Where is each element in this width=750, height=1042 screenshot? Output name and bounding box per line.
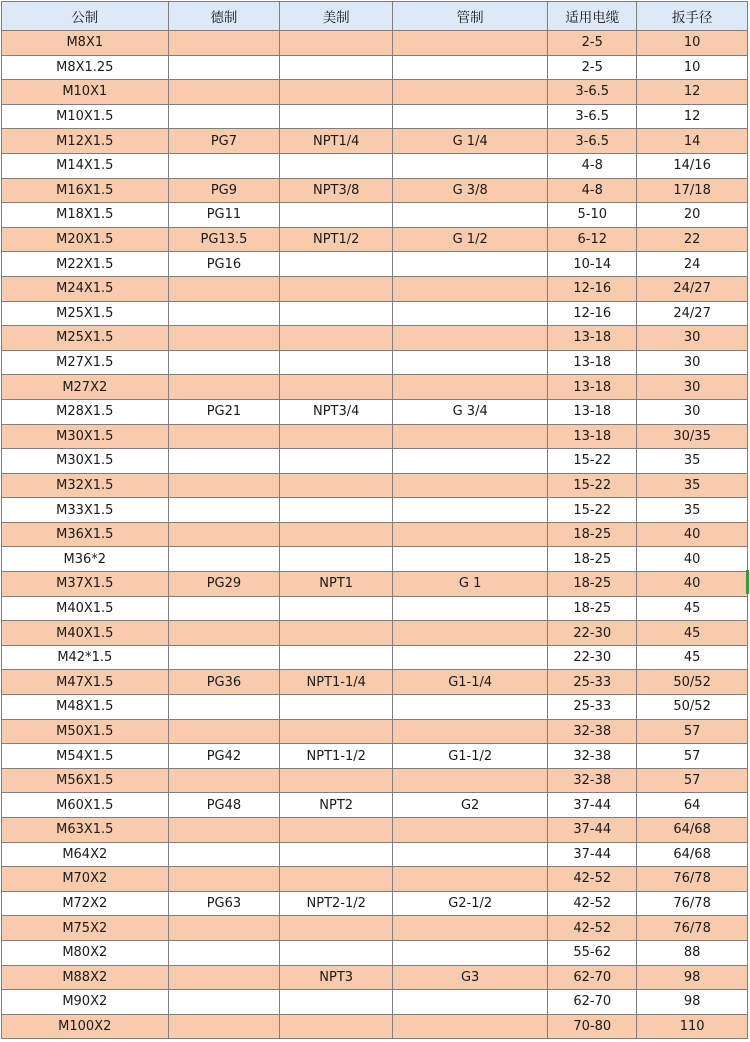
metric-cell: M37X1.5 <box>2 572 169 597</box>
wrench-size-cell: 45 <box>637 621 748 646</box>
metric-cell: M10X1 <box>2 80 169 105</box>
american-cell: NPT3/8 <box>280 178 393 203</box>
american-cell <box>280 350 393 375</box>
cable-range-cell: 3-6.5 <box>548 80 637 105</box>
metric-cell: M40X1.5 <box>2 596 169 621</box>
table-row <box>2 990 748 1015</box>
header-row <box>2 2 748 31</box>
wrench-size-cell: 10 <box>637 55 748 80</box>
metric-cell: M36X1.5 <box>2 522 169 547</box>
american-cell <box>280 424 393 449</box>
pipe-cell <box>393 498 548 523</box>
wrench-size-cell: 45 <box>637 645 748 670</box>
metric-cell: M24X1.5 <box>2 276 169 301</box>
table-row <box>2 498 748 523</box>
metric-cell: M50X1.5 <box>2 719 169 744</box>
metric-cell: M40X1.5 <box>2 621 169 646</box>
american-cell <box>280 55 393 80</box>
german-cell <box>168 350 280 375</box>
wrench-size-cell: 14/16 <box>637 153 748 178</box>
cable-range-cell: 6-12 <box>548 227 637 252</box>
cable-range-cell: 62-70 <box>548 965 637 990</box>
pipe-cell: G 1/2 <box>393 227 548 252</box>
american-cell <box>280 768 393 793</box>
cable-range-cell: 42-52 <box>548 916 637 941</box>
table-row <box>2 301 748 326</box>
table-row <box>2 621 748 646</box>
german-cell <box>168 1014 280 1039</box>
pipe-cell: G2-1/2 <box>393 891 548 916</box>
wrench-size-cell: 45 <box>637 596 748 621</box>
cable-range-cell: 18-25 <box>548 547 637 572</box>
cable-range-cell: 12-16 <box>548 301 637 326</box>
american-cell <box>280 842 393 867</box>
german-cell <box>168 916 280 941</box>
table-row <box>2 670 748 695</box>
cable-range-cell: 4-8 <box>548 178 637 203</box>
table-row <box>2 227 748 252</box>
table-row <box>2 719 748 744</box>
table-row <box>2 31 748 56</box>
table-row <box>2 375 748 400</box>
pipe-cell <box>393 940 548 965</box>
cable-range-cell: 25-33 <box>548 695 637 720</box>
wrench-size-cell: 76/78 <box>637 867 748 892</box>
metric-cell: M12X1.5 <box>2 129 169 154</box>
metric-cell: M28X1.5 <box>2 399 169 424</box>
cable-range-cell: 15-22 <box>548 473 637 498</box>
pipe-cell <box>393 522 548 547</box>
table-row <box>2 547 748 572</box>
metric-cell: M30X1.5 <box>2 424 169 449</box>
metric-cell: M36*2 <box>2 547 169 572</box>
header-metric: 公制 <box>2 2 169 31</box>
table-row <box>2 695 748 720</box>
metric-cell: M22X1.5 <box>2 252 169 277</box>
wrench-size-cell: 12 <box>637 80 748 105</box>
wrench-size-cell: 24/27 <box>637 276 748 301</box>
metric-cell: M25X1.5 <box>2 326 169 351</box>
pipe-cell <box>393 203 548 228</box>
metric-cell: M100X2 <box>2 1014 169 1039</box>
german-cell <box>168 719 280 744</box>
table-row <box>2 940 748 965</box>
german-cell <box>168 80 280 105</box>
table-row <box>2 129 748 154</box>
wrench-size-cell: 30 <box>637 326 748 351</box>
cable-range-cell: 55-62 <box>548 940 637 965</box>
german-cell: PG63 <box>168 891 280 916</box>
pipe-cell <box>393 301 548 326</box>
wrench-size-cell: 24 <box>637 252 748 277</box>
cable-range-cell: 15-22 <box>548 449 637 474</box>
pipe-cell <box>393 252 548 277</box>
header-wrench-size: 扳手径 <box>637 2 748 31</box>
german-cell: PG29 <box>168 572 280 597</box>
metric-cell: M27X2 <box>2 375 169 400</box>
wrench-size-cell: 57 <box>637 744 748 769</box>
german-cell: PG36 <box>168 670 280 695</box>
pipe-cell: G 3/8 <box>393 178 548 203</box>
american-cell <box>280 867 393 892</box>
wrench-size-cell: 17/18 <box>637 178 748 203</box>
american-cell: NPT1/4 <box>280 129 393 154</box>
table-row <box>2 449 748 474</box>
table-row <box>2 965 748 990</box>
table-row <box>2 350 748 375</box>
pipe-cell <box>393 449 548 474</box>
american-cell: NPT1/2 <box>280 227 393 252</box>
american-cell <box>280 31 393 56</box>
german-cell <box>168 326 280 351</box>
german-cell <box>168 867 280 892</box>
pipe-cell <box>393 867 548 892</box>
pipe-cell: G 3/4 <box>393 399 548 424</box>
pipe-cell <box>393 80 548 105</box>
wrench-size-cell: 88 <box>637 940 748 965</box>
metric-cell: M14X1.5 <box>2 153 169 178</box>
pipe-cell <box>393 55 548 80</box>
wrench-size-cell: 30 <box>637 375 748 400</box>
pipe-cell <box>393 375 548 400</box>
wrench-size-cell: 98 <box>637 990 748 1015</box>
metric-cell: M20X1.5 <box>2 227 169 252</box>
table-row <box>2 891 748 916</box>
cable-range-cell: 18-25 <box>548 596 637 621</box>
american-cell <box>280 449 393 474</box>
cable-range-cell: 13-18 <box>548 399 637 424</box>
wrench-size-cell: 35 <box>637 473 748 498</box>
table-row <box>2 744 748 769</box>
cable-range-cell: 5-10 <box>548 203 637 228</box>
pipe-cell <box>393 326 548 351</box>
german-cell <box>168 153 280 178</box>
american-cell: NPT2 <box>280 793 393 818</box>
german-cell <box>168 990 280 1015</box>
metric-cell: M72X2 <box>2 891 169 916</box>
cable-range-cell: 22-30 <box>548 645 637 670</box>
pipe-cell <box>393 621 548 646</box>
table-row <box>2 916 748 941</box>
table-body <box>2 31 748 1039</box>
german-cell <box>168 695 280 720</box>
cable-range-cell: 42-52 <box>548 867 637 892</box>
cable-range-cell: 37-44 <box>548 842 637 867</box>
german-cell <box>168 449 280 474</box>
american-cell <box>280 80 393 105</box>
wrench-size-cell: 40 <box>637 522 748 547</box>
cable-range-cell: 25-33 <box>548 670 637 695</box>
german-cell: PG9 <box>168 178 280 203</box>
pipe-cell <box>393 276 548 301</box>
pipe-cell <box>393 473 548 498</box>
metric-cell: M33X1.5 <box>2 498 169 523</box>
german-cell <box>168 842 280 867</box>
german-cell <box>168 818 280 843</box>
wrench-size-cell: 76/78 <box>637 891 748 916</box>
metric-cell: M88X2 <box>2 965 169 990</box>
wrench-size-cell: 40 <box>637 572 748 597</box>
german-cell: PG13.5 <box>168 227 280 252</box>
pipe-cell <box>393 695 548 720</box>
german-cell <box>168 621 280 646</box>
metric-cell: M70X2 <box>2 867 169 892</box>
pipe-cell <box>393 719 548 744</box>
pipe-cell: G 1 <box>393 572 548 597</box>
metric-cell: M32X1.5 <box>2 473 169 498</box>
cable-range-cell: 3-6.5 <box>548 104 637 129</box>
german-cell <box>168 596 280 621</box>
pipe-cell <box>393 916 548 941</box>
cable-range-cell: 42-52 <box>548 891 637 916</box>
table-row <box>2 768 748 793</box>
metric-cell: M8X1 <box>2 31 169 56</box>
pipe-cell <box>393 645 548 670</box>
wrench-size-cell: 35 <box>637 498 748 523</box>
wrench-size-cell: 50/52 <box>637 670 748 695</box>
cable-range-cell: 32-38 <box>548 744 637 769</box>
cable-range-cell: 13-18 <box>548 350 637 375</box>
american-cell: NPT1-1/2 <box>280 744 393 769</box>
metric-cell: M64X2 <box>2 842 169 867</box>
wrench-size-cell: 57 <box>637 768 748 793</box>
wrench-size-cell: 30 <box>637 399 748 424</box>
german-cell: PG42 <box>168 744 280 769</box>
metric-cell: M54X1.5 <box>2 744 169 769</box>
pipe-cell <box>393 104 548 129</box>
german-cell <box>168 645 280 670</box>
wrench-size-cell: 30 <box>637 350 748 375</box>
wrench-size-cell: 64 <box>637 793 748 818</box>
pipe-cell <box>393 1014 548 1039</box>
cable-range-cell: 3-6.5 <box>548 129 637 154</box>
metric-cell: M80X2 <box>2 940 169 965</box>
cable-range-cell: 32-38 <box>548 768 637 793</box>
wrench-size-cell: 22 <box>637 227 748 252</box>
metric-cell: M56X1.5 <box>2 768 169 793</box>
thread-spec-table <box>1 1 748 1039</box>
metric-cell: M18X1.5 <box>2 203 169 228</box>
table-row <box>2 596 748 621</box>
german-cell <box>168 424 280 449</box>
american-cell <box>280 153 393 178</box>
cable-range-cell: 10-14 <box>548 252 637 277</box>
cable-range-cell: 2-5 <box>548 31 637 56</box>
wrench-size-cell: 76/78 <box>637 916 748 941</box>
american-cell <box>280 203 393 228</box>
table-row <box>2 572 748 597</box>
german-cell <box>168 301 280 326</box>
german-cell <box>168 522 280 547</box>
cable-range-cell: 70-80 <box>548 1014 637 1039</box>
table-row <box>2 522 748 547</box>
american-cell <box>280 498 393 523</box>
german-cell <box>168 768 280 793</box>
cable-range-cell: 15-22 <box>548 498 637 523</box>
pipe-cell: G1-1/2 <box>393 744 548 769</box>
american-cell <box>280 719 393 744</box>
pipe-cell <box>393 818 548 843</box>
pipe-cell <box>393 768 548 793</box>
metric-cell: M47X1.5 <box>2 670 169 695</box>
cable-range-cell: 18-25 <box>548 572 637 597</box>
cable-range-cell: 4-8 <box>548 153 637 178</box>
american-cell <box>280 375 393 400</box>
german-cell <box>168 547 280 572</box>
wrench-size-cell: 20 <box>637 203 748 228</box>
table-row <box>2 399 748 424</box>
metric-cell: M63X1.5 <box>2 818 169 843</box>
american-cell <box>280 326 393 351</box>
pipe-cell: G 1/4 <box>393 129 548 154</box>
cable-range-cell: 2-5 <box>548 55 637 80</box>
wrench-size-cell: 98 <box>637 965 748 990</box>
table-row <box>2 252 748 277</box>
table-row <box>2 203 748 228</box>
pipe-cell <box>393 424 548 449</box>
american-cell <box>280 1014 393 1039</box>
american-cell <box>280 645 393 670</box>
american-cell: NPT1 <box>280 572 393 597</box>
wrench-size-cell: 50/52 <box>637 695 748 720</box>
table-row <box>2 326 748 351</box>
cable-range-cell: 32-38 <box>548 719 637 744</box>
german-cell: PG48 <box>168 793 280 818</box>
table-row <box>2 793 748 818</box>
wrench-size-cell: 40 <box>637 547 748 572</box>
metric-cell: M60X1.5 <box>2 793 169 818</box>
table-row <box>2 178 748 203</box>
german-cell <box>168 498 280 523</box>
american-cell <box>280 818 393 843</box>
cable-range-cell: 12-16 <box>548 276 637 301</box>
table-row <box>2 842 748 867</box>
metric-cell: M75X2 <box>2 916 169 941</box>
american-cell <box>280 547 393 572</box>
metric-cell: M25X1.5 <box>2 301 169 326</box>
metric-cell: M42*1.5 <box>2 645 169 670</box>
pipe-cell: G1-1/4 <box>393 670 548 695</box>
german-cell: PG7 <box>168 129 280 154</box>
german-cell: PG16 <box>168 252 280 277</box>
table-row <box>2 104 748 129</box>
table-row <box>2 153 748 178</box>
american-cell <box>280 621 393 646</box>
german-cell <box>168 104 280 129</box>
metric-cell: M27X1.5 <box>2 350 169 375</box>
table-row <box>2 55 748 80</box>
cable-range-cell: 13-18 <box>548 424 637 449</box>
german-cell: PG21 <box>168 399 280 424</box>
cable-range-cell: 37-44 <box>548 818 637 843</box>
table-row <box>2 818 748 843</box>
german-cell <box>168 31 280 56</box>
table-row <box>2 867 748 892</box>
table-row <box>2 473 748 498</box>
header-cable-range: 适用电缆 <box>548 2 637 31</box>
american-cell <box>280 252 393 277</box>
pipe-cell <box>393 350 548 375</box>
header-pipe: 管制 <box>393 2 548 31</box>
german-cell <box>168 965 280 990</box>
american-cell <box>280 301 393 326</box>
header-american: 美制 <box>280 2 393 31</box>
table-row <box>2 424 748 449</box>
german-cell <box>168 473 280 498</box>
pipe-cell: G2 <box>393 793 548 818</box>
table-row <box>2 1014 748 1039</box>
american-cell: NPT2-1/2 <box>280 891 393 916</box>
table-row <box>2 80 748 105</box>
metric-cell: M48X1.5 <box>2 695 169 720</box>
american-cell <box>280 916 393 941</box>
wrench-size-cell: 14 <box>637 129 748 154</box>
pipe-cell <box>393 842 548 867</box>
american-cell <box>280 695 393 720</box>
german-cell: PG11 <box>168 203 280 228</box>
american-cell <box>280 104 393 129</box>
cable-range-cell: 13-18 <box>548 326 637 351</box>
cable-range-cell: 37-44 <box>548 793 637 818</box>
wrench-size-cell: 57 <box>637 719 748 744</box>
wrench-size-cell: 24/27 <box>637 301 748 326</box>
table-row <box>2 276 748 301</box>
pipe-cell <box>393 153 548 178</box>
american-cell <box>280 940 393 965</box>
cable-range-cell: 22-30 <box>548 621 637 646</box>
american-cell <box>280 473 393 498</box>
pipe-cell: G3 <box>393 965 548 990</box>
german-cell <box>168 375 280 400</box>
wrench-size-cell: 35 <box>637 449 748 474</box>
pipe-cell <box>393 547 548 572</box>
american-cell: NPT3/4 <box>280 399 393 424</box>
pipe-cell <box>393 31 548 56</box>
american-cell <box>280 596 393 621</box>
cable-range-cell: 62-70 <box>548 990 637 1015</box>
wrench-size-cell: 64/68 <box>637 818 748 843</box>
wrench-size-cell: 30/35 <box>637 424 748 449</box>
german-cell <box>168 276 280 301</box>
german-cell <box>168 55 280 80</box>
american-cell <box>280 522 393 547</box>
pipe-cell <box>393 596 548 621</box>
metric-cell: M16X1.5 <box>2 178 169 203</box>
american-cell <box>280 276 393 301</box>
metric-cell: M10X1.5 <box>2 104 169 129</box>
metric-cell: M90X2 <box>2 990 169 1015</box>
cable-range-cell: 18-25 <box>548 522 637 547</box>
american-cell: NPT1-1/4 <box>280 670 393 695</box>
cable-range-cell: 13-18 <box>548 375 637 400</box>
edge-marker <box>746 570 749 594</box>
american-cell <box>280 990 393 1015</box>
header-german: 德制 <box>168 2 280 31</box>
american-cell: NPT3 <box>280 965 393 990</box>
wrench-size-cell: 110 <box>637 1014 748 1039</box>
wrench-size-cell: 12 <box>637 104 748 129</box>
metric-cell: M30X1.5 <box>2 449 169 474</box>
metric-cell: M8X1.25 <box>2 55 169 80</box>
german-cell <box>168 940 280 965</box>
table-row <box>2 645 748 670</box>
wrench-size-cell: 64/68 <box>637 842 748 867</box>
wrench-size-cell: 10 <box>637 31 748 56</box>
pipe-cell <box>393 990 548 1015</box>
